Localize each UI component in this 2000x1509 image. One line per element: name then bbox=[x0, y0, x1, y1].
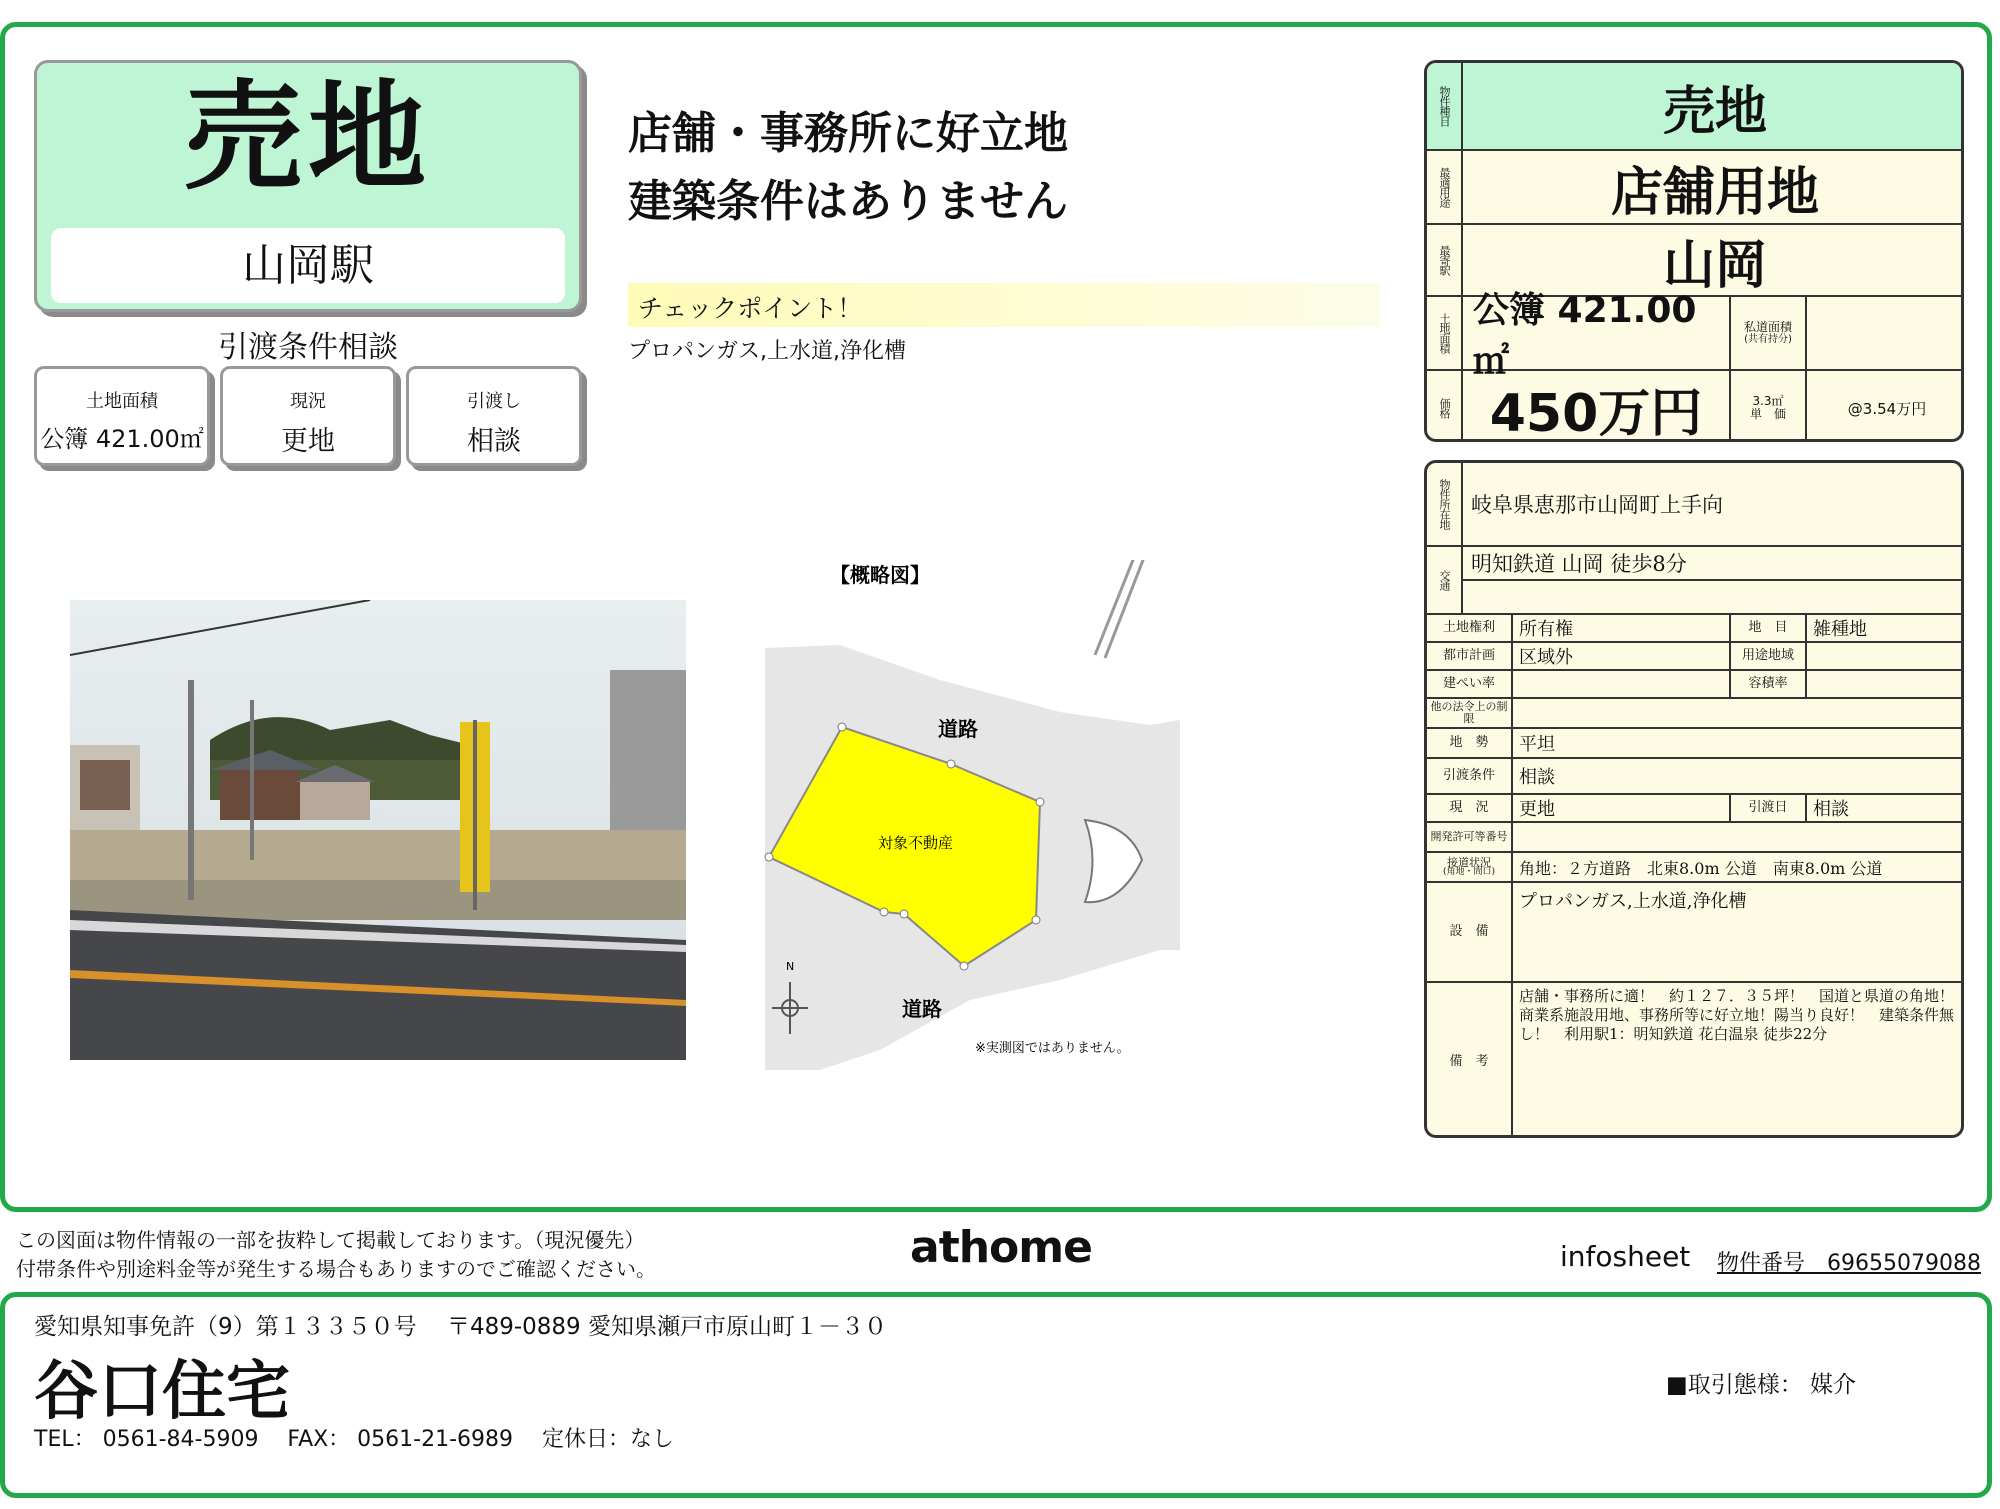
unit-price-value: @3.54万円 bbox=[1847, 399, 1927, 418]
station-label: 最寄駅 bbox=[1427, 225, 1463, 297]
road-label-bottom: 道路 bbox=[902, 997, 942, 1021]
facility-value: プロパンガス,上水道,浄化槽 bbox=[1513, 883, 1964, 983]
card-label: 引渡し bbox=[467, 391, 521, 412]
other-law-value bbox=[1513, 699, 1964, 729]
price-label: 価格 bbox=[1427, 371, 1463, 442]
rights-label: 土地権利 bbox=[1427, 615, 1513, 643]
use-label: 最適用途 bbox=[1427, 151, 1463, 225]
disclaimer-line-1: この図面は物件情報の一部を抜粋して掲載しております。（現況優先） bbox=[16, 1228, 645, 1252]
card-value: 公簿 421.00㎡ bbox=[40, 425, 204, 453]
land-area-card bbox=[34, 366, 210, 466]
remarks-value: 店舗・事務所に適！ 約１２７．３５坪！ 国道と県道の角地！商業系施設用地、事務所等に好立地！陽当り良好！ 建築条件無し！ 利用駅1：明知鉄道 花白温泉 徒歩22分 bbox=[1519, 987, 1955, 1043]
price-value: 450万円 bbox=[1463, 371, 1731, 442]
area-label: 土地面積 bbox=[1427, 297, 1463, 371]
remarks-label: 備 考 bbox=[1427, 983, 1513, 1138]
detail-table bbox=[1424, 460, 1964, 1138]
far-label: 容積率 bbox=[1731, 671, 1807, 699]
road-access-value: 角地：２方道路 北東8.0m 公道 南東8.0m 公道 bbox=[1513, 853, 1964, 883]
checkpoint-bar bbox=[628, 283, 1380, 327]
station-badge: 山岡駅 bbox=[51, 228, 565, 303]
rights-value: 所有権 bbox=[1513, 615, 1731, 643]
transport-value: 明知鉄道 山岡 徒歩8分 bbox=[1463, 547, 1964, 581]
city-plan-label: 都市計画 bbox=[1427, 643, 1513, 671]
license-address: 愛知県知事免許（9）第１３３５０号 〒489-0889 愛知県瀬戸市原山町１－３０ bbox=[34, 1314, 887, 1340]
private-road-value bbox=[1807, 297, 1964, 371]
road-access-label-text: 接道状況 bbox=[1447, 855, 1491, 869]
terrain-value: 平坦 bbox=[1513, 729, 1964, 759]
station-value: 山岡 bbox=[1463, 225, 1964, 297]
area-value: 公簿 421.00㎡ bbox=[1463, 297, 1731, 371]
north-label: N bbox=[786, 960, 795, 973]
road-access-sub: (角地・間口) bbox=[1442, 867, 1496, 878]
property-label: 対象不動産 bbox=[878, 834, 954, 852]
delivery-condition: 引渡条件相談 bbox=[218, 330, 398, 365]
delivery-condition-value: 相談 bbox=[1513, 759, 1964, 795]
diagram-note: ※実測図ではありません。 bbox=[975, 1041, 1130, 1056]
unit-price-label bbox=[1731, 371, 1807, 442]
infosheet-label: infosheet bbox=[1560, 1240, 1691, 1273]
far-value bbox=[1807, 671, 1964, 699]
location-value: 岐阜県恵那市山岡町上手向 bbox=[1463, 463, 1964, 547]
disclaimer-line-2: 付帯条件や別途料金等が発生する場合もありますのでご確認ください。 bbox=[16, 1257, 656, 1281]
type-value: 売地 bbox=[1463, 63, 1964, 151]
road-access-label bbox=[1427, 853, 1513, 883]
delivery-date-value: 相談 bbox=[1807, 795, 1964, 823]
bcr-label: 建ぺい率 bbox=[1427, 671, 1513, 699]
athome-logo: athome bbox=[910, 1222, 1092, 1273]
card-label: 現況 bbox=[290, 391, 326, 412]
use-value: 店舗用地 bbox=[1463, 151, 1964, 225]
summary-table bbox=[1424, 60, 1964, 442]
headline-line-1: 店舗・事務所に好立地 bbox=[628, 108, 1068, 159]
transaction-type: ■取引態様： 媒介 bbox=[1666, 1372, 1857, 1398]
private-road-sub: (共有持分) bbox=[1744, 334, 1792, 346]
card-value: 相談 bbox=[467, 426, 521, 457]
card-value: 更地 bbox=[281, 426, 335, 457]
title-card bbox=[34, 60, 582, 312]
private-road-label bbox=[1731, 297, 1807, 371]
zoning-value bbox=[1807, 643, 1964, 671]
diagram-title: 【概略図】 bbox=[830, 563, 930, 587]
facility-label: 設 備 bbox=[1427, 883, 1513, 983]
private-road-label-text: 私道面積 bbox=[1743, 319, 1792, 334]
other-law-label: 他の法令上の制限 bbox=[1427, 699, 1513, 729]
land-category-label: 地 目 bbox=[1731, 615, 1807, 643]
site-diagram bbox=[760, 560, 1180, 1070]
contact-info: TEL： 0561-84-5909 FAX： 0561-21-6989 定休日：なし bbox=[34, 1427, 675, 1452]
permit-label: 開発許可等番号 bbox=[1427, 823, 1513, 853]
headline-line-2: 建築条件はありません bbox=[628, 176, 1068, 227]
status-label: 現 況 bbox=[1427, 795, 1513, 823]
status-card bbox=[220, 366, 396, 466]
handover-card bbox=[406, 366, 582, 466]
permit-value bbox=[1513, 823, 1964, 853]
land-category-value: 雑種地 bbox=[1807, 615, 1964, 643]
property-type-title: 売地 bbox=[183, 68, 432, 206]
city-plan-value: 区域外 bbox=[1513, 643, 1731, 671]
disclaimer bbox=[16, 1226, 656, 1284]
checkpoint-label: チェックポイント！ bbox=[638, 294, 863, 323]
status-value: 更地 bbox=[1513, 795, 1731, 823]
terrain-label: 地 勢 bbox=[1427, 729, 1513, 759]
unit-price-label-2: 単 価 bbox=[1749, 407, 1786, 421]
company-name: 谷口住宅 bbox=[34, 1355, 290, 1429]
location-label: 物件所在地 bbox=[1427, 463, 1463, 547]
road-label-top: 道路 bbox=[938, 717, 978, 741]
transport-label: 交通 bbox=[1427, 547, 1463, 615]
delivery-date-label: 引渡日 bbox=[1731, 795, 1807, 823]
zoning-label: 用途地域 bbox=[1731, 643, 1807, 671]
headline bbox=[628, 100, 1068, 236]
bcr-value bbox=[1513, 671, 1731, 699]
delivery-condition-label: 引渡条件 bbox=[1427, 759, 1513, 795]
unit-price-label-1: 3.3㎡ bbox=[1752, 393, 1784, 408]
type-label: 物件種目 bbox=[1427, 63, 1463, 151]
card-label: 土地面積 bbox=[86, 391, 158, 412]
checkpoint-text: プロパンガス,上水道,浄化槽 bbox=[628, 339, 906, 364]
transport-value-2 bbox=[1463, 581, 1964, 615]
property-photo bbox=[70, 600, 686, 1060]
property-number: 物件番号 69655079088 bbox=[1717, 1251, 1981, 1276]
